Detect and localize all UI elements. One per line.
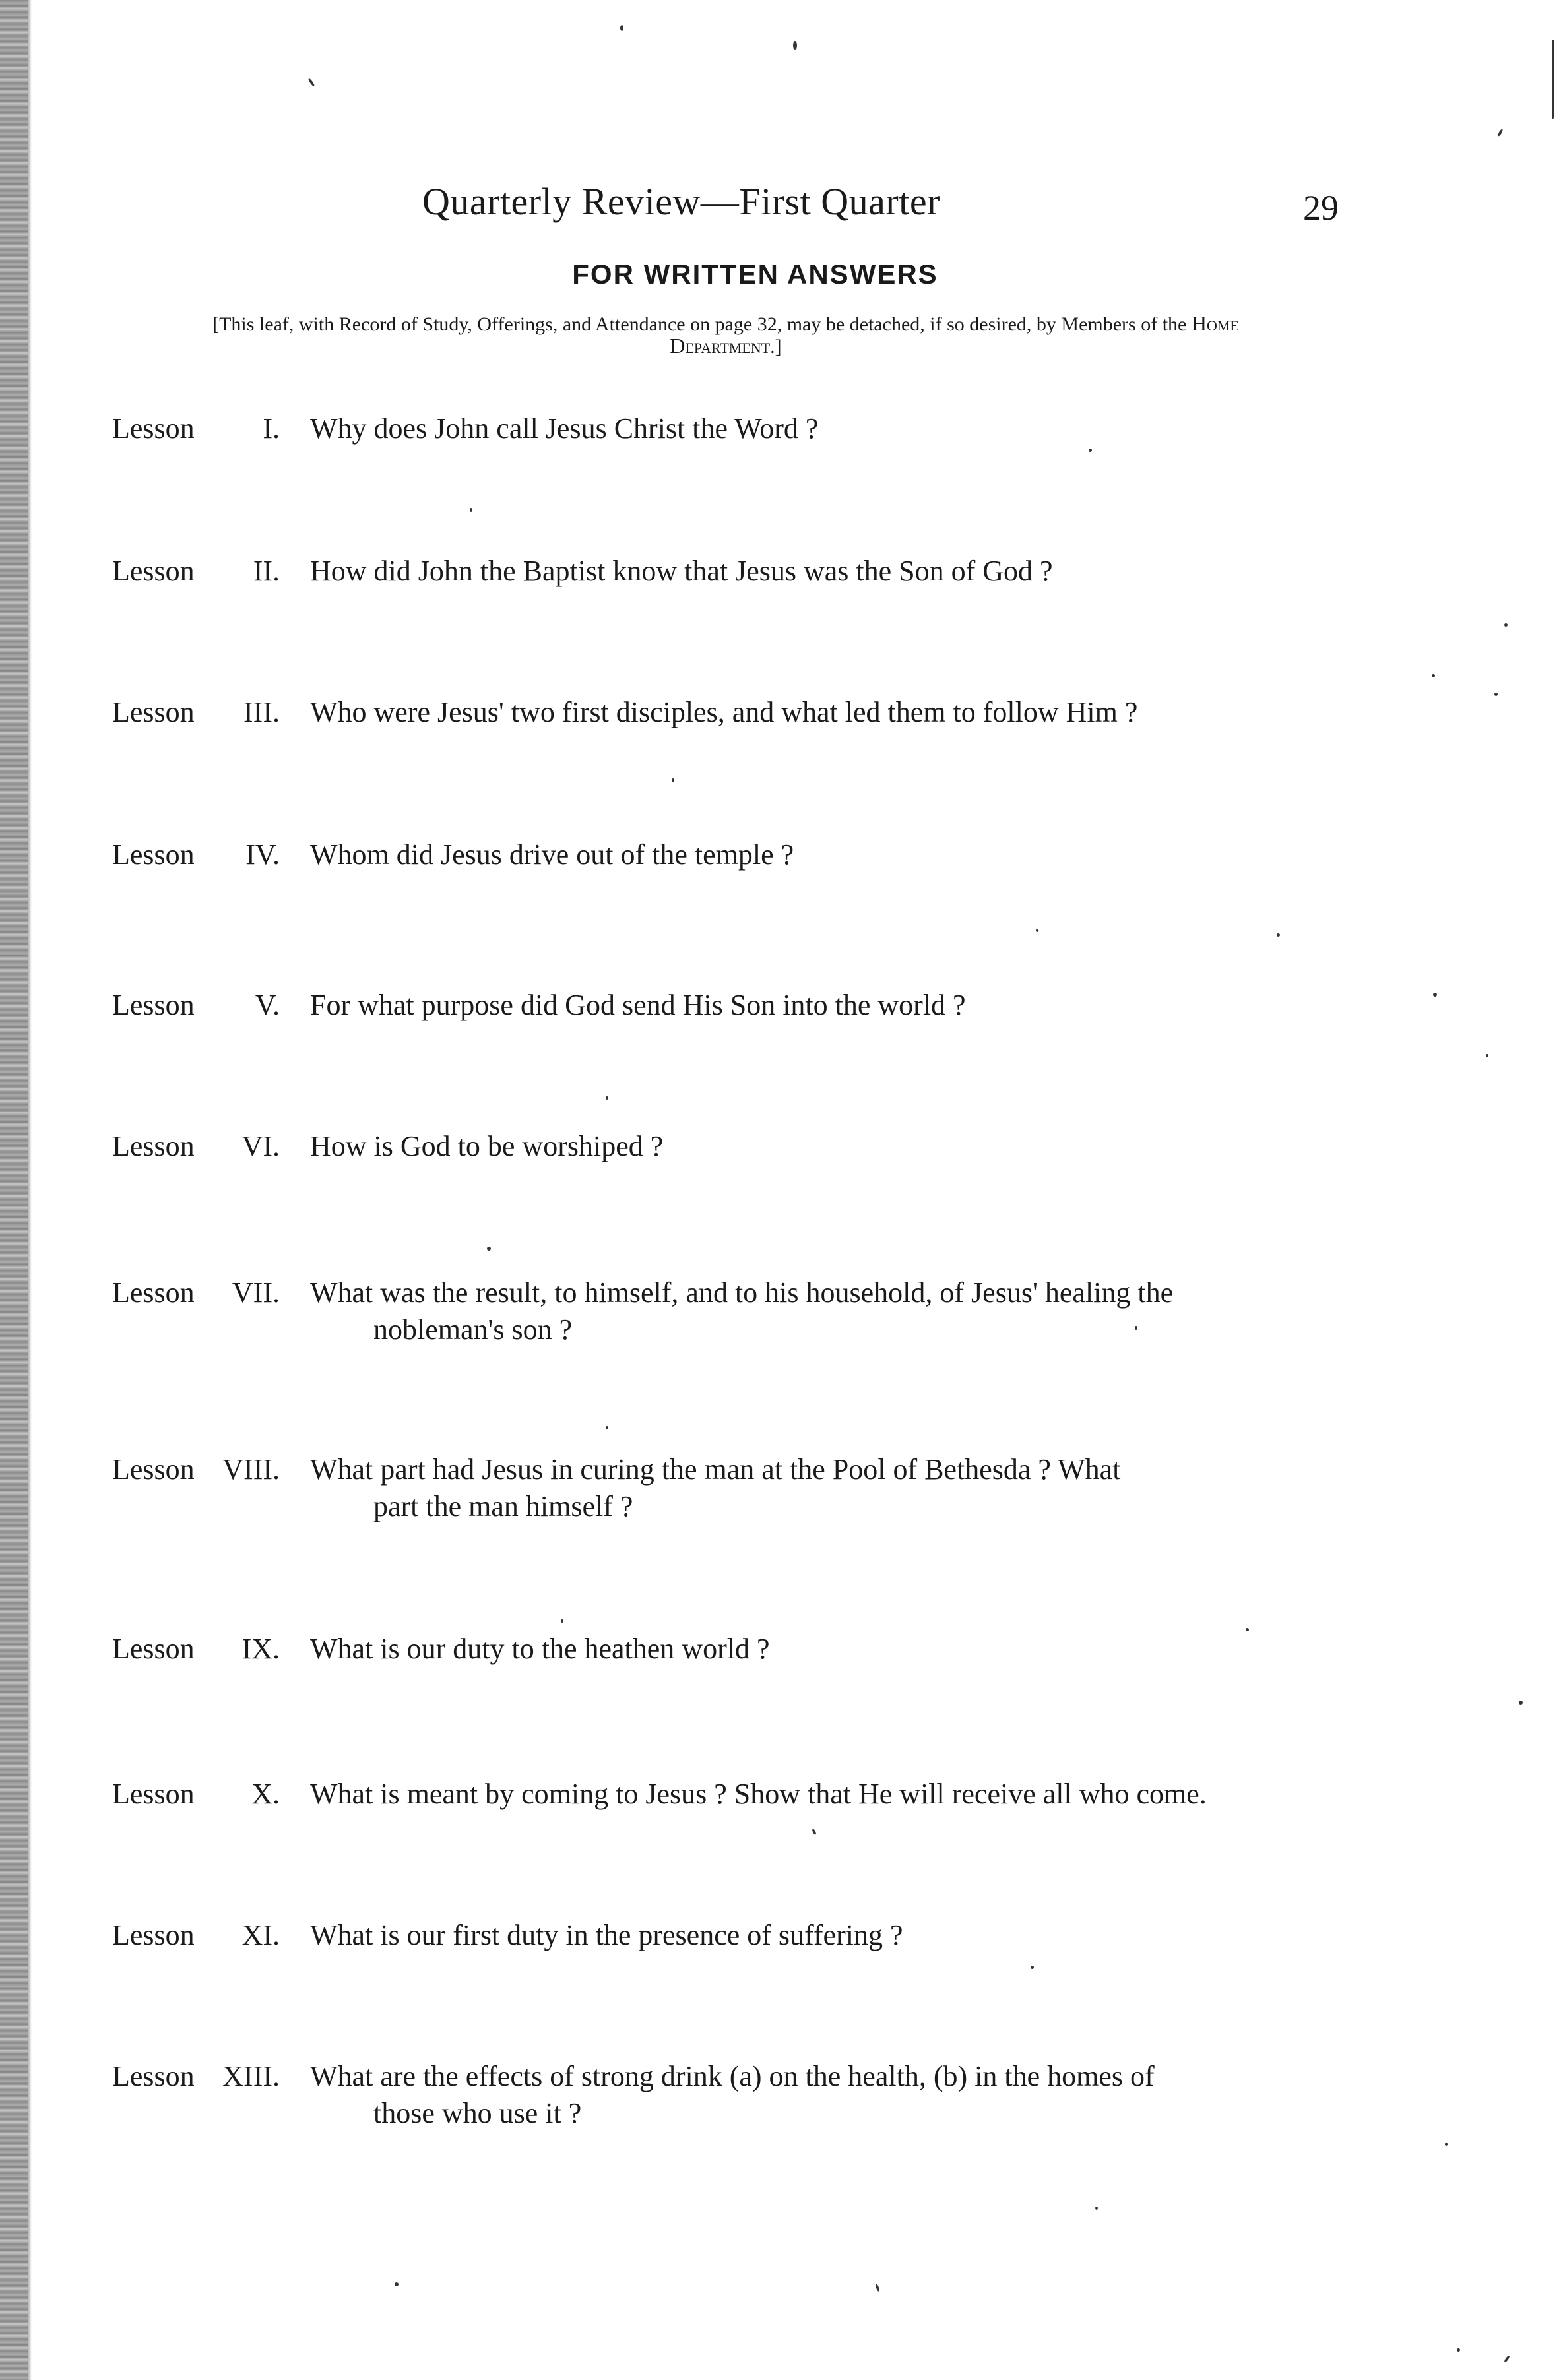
lesson-number: III.	[243, 696, 280, 728]
lesson-question	[310, 1917, 1353, 1954]
lesson-label: Lesson	[112, 2060, 195, 2092]
scan-speck	[1089, 449, 1092, 452]
scan-speck	[1445, 2143, 1448, 2146]
scan-speck	[561, 1619, 563, 1623]
lesson-label: Lesson	[112, 1276, 195, 1309]
scan-speck	[395, 2282, 399, 2286]
scan-speck	[1519, 1701, 1523, 1705]
lesson-label: Lesson	[112, 1919, 195, 1951]
scan-speck	[307, 78, 315, 87]
scan-speck	[672, 778, 674, 782]
lesson-label: Lesson	[112, 1633, 195, 1665]
lesson-question	[310, 1128, 1353, 1165]
scan-speck	[1457, 2348, 1460, 2352]
question-line-1: What is our duty to the heathen world ?	[310, 1633, 770, 1665]
lesson-label: Lesson	[112, 1130, 195, 1162]
lesson-number: VIII.	[222, 1453, 280, 1486]
scan-speck	[812, 1829, 817, 1836]
scan-speck	[1504, 2355, 1510, 2363]
lesson-number: VI.	[241, 1130, 280, 1162]
lesson-question	[310, 410, 1353, 447]
question-line-1: What was the result, to himself, and to his household, of Jesus' healing the	[310, 1276, 1174, 1309]
question-line-2: part the man himself ?	[373, 1490, 633, 1522]
lesson-label: Lesson	[112, 1778, 195, 1810]
lesson-label: Lesson	[112, 1453, 195, 1486]
scan-speck	[1494, 693, 1498, 696]
question-line-2: nobleman's son ?	[373, 1313, 573, 1346]
scan-speck	[620, 25, 623, 31]
book-binding-edge	[0, 0, 28, 2380]
scan-speck	[606, 1426, 608, 1429]
question-line-1: Who were Jesus' two first disciples, and what led them to follow Him ?	[310, 696, 1138, 728]
scan-speck	[1504, 623, 1508, 627]
lesson-number: XIII.	[222, 2060, 280, 2092]
question-line-2: those who use it ?	[373, 2097, 582, 2129]
lesson-number: VII.	[232, 1276, 280, 1309]
detach-note	[158, 313, 1293, 358]
section-heading-text: FOR WRITTEN ANSWERS	[572, 259, 938, 290]
scan-speck	[1095, 2207, 1098, 2210]
lesson-label: Lesson	[112, 696, 195, 728]
scan-speck	[1433, 993, 1437, 997]
scan-speck	[1497, 129, 1503, 137]
lesson-question	[310, 1776, 1353, 1813]
scan-speck	[875, 2284, 880, 2292]
question-line-1: What is our first duty in the presence of suffering ?	[310, 1919, 903, 1951]
scan-speck	[606, 1096, 608, 1100]
scan-speck	[487, 1247, 491, 1251]
lesson-question	[310, 553, 1353, 590]
detach-note-smallcaps: Home Department	[670, 311, 1239, 358]
question-line-1: Whom did Jesus drive out of the temple ?	[310, 838, 794, 871]
lesson-number: XI.	[241, 1919, 280, 1951]
section-heading	[0, 259, 1563, 290]
lesson-question	[310, 836, 1353, 873]
detach-note-open: [This leaf, with Record of Study, Offerings, and Attendance on page 32, may be detached, if so desired, by Members of the	[212, 313, 1192, 335]
lesson-label: Lesson	[112, 989, 195, 1021]
lesson-number: X.	[251, 1778, 280, 1810]
lesson-number: II.	[253, 555, 280, 587]
question-line-1: For what purpose did God send His Son into the world ?	[310, 989, 966, 1021]
question-line-1: What part had Jesus in curing the man at the Pool of Bethesda ? What	[310, 1453, 1121, 1486]
question-line-1: What are the effects of strong drink (a) on the health, (b) in the homes of	[310, 2060, 1155, 2092]
scan-speck	[1552, 40, 1554, 119]
question-line-1: What is meant by coming to Jesus ? Show that He will receive all who come.	[310, 1778, 1207, 1810]
scan-speck	[1486, 1054, 1488, 1057]
running-title: Quarterly Review—First Quarter	[422, 180, 940, 223]
scan-speck	[793, 41, 797, 50]
question-line-1: How did John the Baptist know that Jesus was the Son of God ?	[310, 555, 1053, 587]
lesson-question	[310, 2058, 1353, 2132]
question-line-1: How is God to be worshiped ?	[310, 1130, 664, 1162]
lesson-question	[310, 987, 1353, 1024]
lesson-question	[310, 1451, 1353, 1525]
scan-speck	[1031, 1966, 1034, 1969]
lesson-number: IX.	[241, 1633, 280, 1665]
page-number: 29	[1303, 188, 1339, 228]
scan-speck	[470, 508, 472, 512]
scan-speck	[1246, 1628, 1249, 1631]
lesson-label: Lesson	[112, 412, 195, 445]
question-line-1: Why does John call Jesus Christ the Word ?	[310, 412, 819, 445]
lesson-label: Lesson	[112, 838, 195, 871]
lesson-number: V.	[255, 989, 280, 1021]
scan-speck	[1135, 1326, 1137, 1330]
scan-speck	[1036, 929, 1038, 932]
lesson-question	[310, 694, 1353, 731]
binding-shadow	[28, 0, 32, 2380]
scan-speck	[1277, 933, 1280, 937]
lesson-number: I.	[263, 412, 280, 445]
lesson-label: Lesson	[112, 555, 195, 587]
detach-note-close: .]	[770, 336, 782, 358]
lesson-question	[310, 1274, 1353, 1348]
lesson-number: IV.	[245, 838, 280, 871]
lesson-question	[310, 1631, 1353, 1668]
scan-speck	[1432, 674, 1435, 677]
